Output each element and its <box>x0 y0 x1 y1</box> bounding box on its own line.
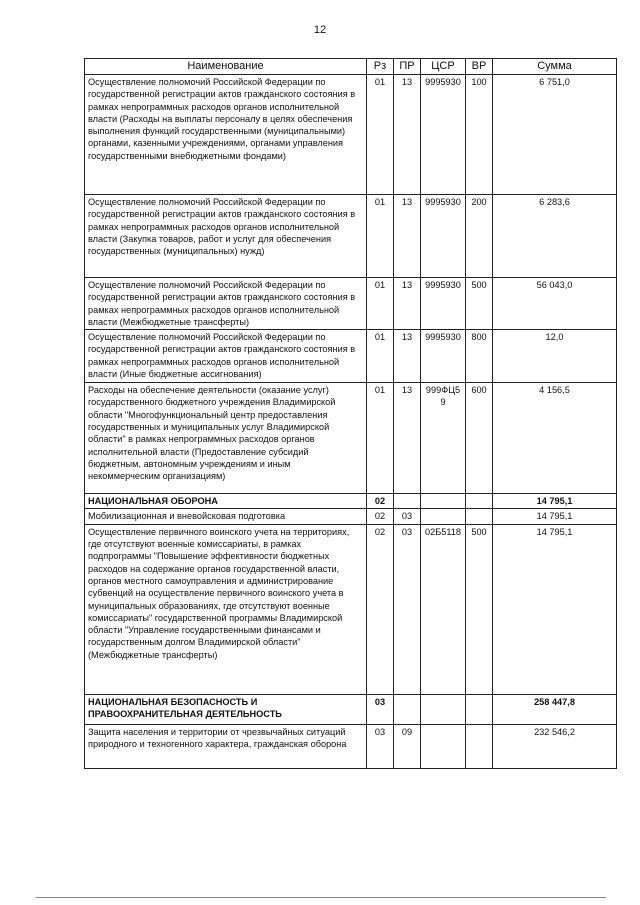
cell-rz: 01 <box>367 383 394 494</box>
cell-csr: 9995930 <box>421 75 466 195</box>
cell-name: Осуществление полномочий Российской Федерации по государственной регистрации актов гражданского состояния в рамках непрограммных расходов органов исполнительной власти (Закупка товаров, работ и услуг для обеспечения государственных (муниципальных) нужд) <box>85 195 367 278</box>
table-row <box>85 195 617 278</box>
cell-name: Расходы на обеспечение деятельности (оказание услуг) государственного бюджетного учреждения Владимирской области "Многофункциональный центр предоставления государственных и муниципальных услуг Владимирской области" в рамках непрограммных расходов органов исполнительной власти (Предоставление субсидий бюджетным, автономным учреждениям и иным некоммерческим организациям) <box>85 383 367 494</box>
cell-sum: 6 283,6 <box>493 195 617 278</box>
table-row <box>85 724 617 768</box>
page-number: 12 <box>313 24 327 36</box>
cell-sum: 56 043,0 <box>493 278 617 330</box>
table-row <box>85 524 617 694</box>
header-pr: ПР <box>394 59 421 75</box>
cell-rz: 03 <box>367 694 394 724</box>
cell-vr <box>466 494 493 509</box>
table-row <box>85 509 617 524</box>
cell-vr: 100 <box>466 75 493 195</box>
cell-csr <box>421 494 466 509</box>
cell-rz: 01 <box>367 75 394 195</box>
cell-pr: 13 <box>394 75 421 195</box>
cell-name: НАЦИОНАЛЬНАЯ ОБОРОНА <box>85 494 367 509</box>
cell-rz: 01 <box>367 195 394 278</box>
cell-vr: 500 <box>466 524 493 694</box>
header-row <box>85 59 617 75</box>
cell-pr: 13 <box>394 195 421 278</box>
cell-csr: 9995930 <box>421 330 466 383</box>
cell-vr <box>466 724 493 768</box>
cell-pr: 13 <box>394 383 421 494</box>
cell-vr: 800 <box>466 330 493 383</box>
table-row <box>85 694 617 724</box>
footer-divider <box>36 897 606 898</box>
cell-sum: 14 795,1 <box>493 524 617 694</box>
cell-rz: 03 <box>367 724 394 768</box>
cell-vr <box>466 509 493 524</box>
header-csr: ЦСР <box>421 59 466 75</box>
cell-pr: 09 <box>394 724 421 768</box>
cell-sum: 14 795,1 <box>493 494 617 509</box>
cell-sum: 4 156,5 <box>493 383 617 494</box>
cell-name: Мобилизационная и вневойсковая подготовка <box>85 509 367 524</box>
table-row <box>85 383 617 494</box>
cell-sum: 12,0 <box>493 330 617 383</box>
cell-pr <box>394 694 421 724</box>
cell-csr: 999ФЦ59 <box>421 383 466 494</box>
cell-csr <box>421 694 466 724</box>
cell-name: Осуществление первичного воинского учета на территориях, где отсутствуют военные комиссариаты, в рамках подпрограммы "Повышение эффективности бюджетных расходов на содержание органов государственной власти, органов местного самоуправления и администрирование субвенций на осуществление первичного воинского учета в муниципальных образованиях, где отсутствуют военные комиссариаты" государственной программы Владимирской области "Управление государственными финансами и государственным долгом Владимирской области" (Межбюджетные трансферты) <box>85 524 367 694</box>
cell-pr: 03 <box>394 509 421 524</box>
cell-sum: 14 795,1 <box>493 509 617 524</box>
cell-csr: 9995930 <box>421 278 466 330</box>
cell-name: Осуществление полномочий Российской Федерации по государственной регистрации актов гражданского состояния в рамках непрограммных расходов органов исполнительной власти (Иные бюджетные ассигнования) <box>85 330 367 383</box>
header-vr: ВР <box>466 59 493 75</box>
table-row <box>85 494 617 509</box>
cell-pr: 13 <box>394 278 421 330</box>
cell-csr: 9995930 <box>421 195 466 278</box>
cell-pr: 03 <box>394 524 421 694</box>
cell-rz: 01 <box>367 330 394 383</box>
cell-sum: 232 546,2 <box>493 724 617 768</box>
cell-sum: 258 447,8 <box>493 694 617 724</box>
cell-rz: 02 <box>367 494 394 509</box>
header-sum: Сумма <box>493 59 617 75</box>
cell-name: Защита населения и территории от чрезвычайных ситуаций природного и техногенного характера, гражданская оборона <box>85 724 367 768</box>
cell-csr <box>421 509 466 524</box>
cell-name: Осуществление полномочий Российской Федерации по государственной регистрации актов гражданского состояния в рамках непрограммных расходов органов исполнительной власти (Межбюджетные трансферты) <box>85 278 367 330</box>
cell-pr: 13 <box>394 330 421 383</box>
cell-rz: 02 <box>367 524 394 694</box>
cell-name: Осуществление полномочий Российской Федерации по государственной регистрации актов гражданского состояния в рамках непрограммных расходов органов исполнительной власти (Расходы на выплаты персоналу в целях обеспечения выполнения функций государственными (муниципальными) органами, казенными учреждениями, органами управления государственными внебюджетными фондами) <box>85 75 367 195</box>
cell-vr: 500 <box>466 278 493 330</box>
table-row <box>85 278 617 330</box>
cell-vr <box>466 694 493 724</box>
cell-rz: 02 <box>367 509 394 524</box>
budget-table <box>84 58 617 769</box>
cell-name: НАЦИОНАЛЬНАЯ БЕЗОПАСНОСТЬ И ПРАВООХРАНИТЕЛЬНАЯ ДЕЯТЕЛЬНОСТЬ <box>85 694 367 724</box>
table-row <box>85 330 617 383</box>
header-name: Наименование <box>85 59 367 75</box>
cell-vr: 200 <box>466 195 493 278</box>
table-row <box>85 75 617 195</box>
cell-vr: 600 <box>466 383 493 494</box>
cell-csr <box>421 724 466 768</box>
cell-pr <box>394 494 421 509</box>
cell-sum: 6 751,0 <box>493 75 617 195</box>
cell-rz: 01 <box>367 278 394 330</box>
header-rz: Рз <box>367 59 394 75</box>
cell-csr: 02Б5118 <box>421 524 466 694</box>
